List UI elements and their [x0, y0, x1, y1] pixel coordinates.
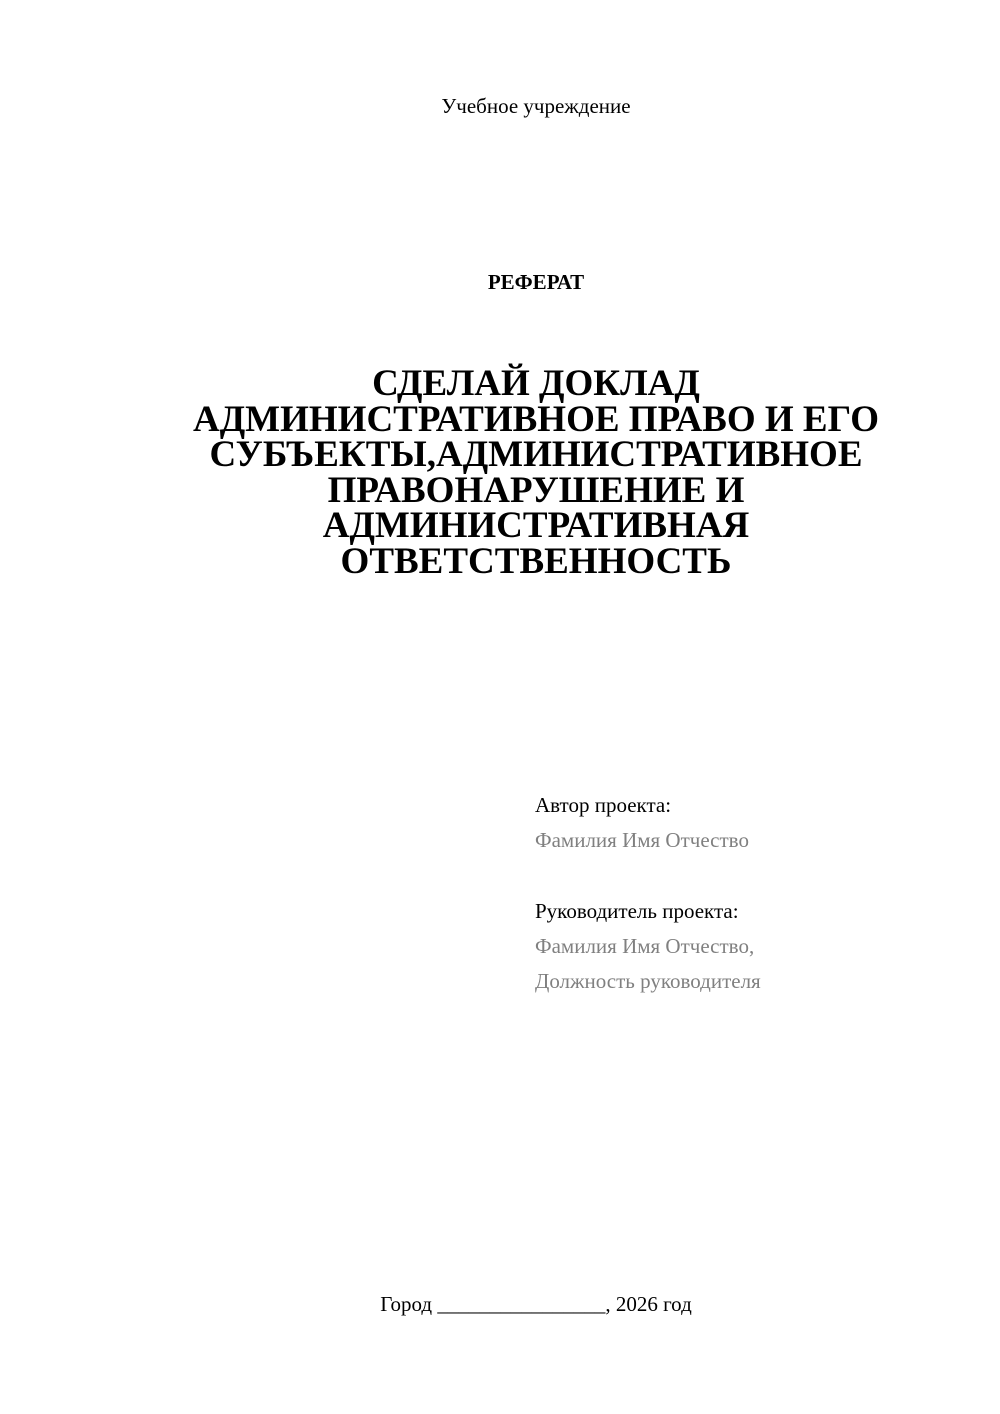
supervisor-position: Должность руководителя	[535, 969, 761, 993]
title-line: ОТВЕТСТВЕННОСТЬ	[340, 540, 732, 582]
document-type: РЕФЕРАТ	[487, 270, 585, 294]
title-line: СУБЪЕКТЫ,АДМИНИСТРАТИВНОЕ	[209, 434, 863, 475]
city-year-line: Город ________________, 2026 год	[380, 1292, 692, 1316]
document-title	[150, 363, 922, 582]
title-line: АДМИНИСТРАТИВНОЕ ПРАВО И ЕГО	[193, 398, 879, 440]
institution-name: Учебное учреждение	[441, 94, 631, 118]
title-line: ПРАВОНАРУШЕНИЕ И	[327, 469, 745, 511]
title-line: АДМИНИСТРАТИВНАЯ	[322, 505, 750, 546]
credits-spacer	[535, 858, 975, 894]
credits-block	[535, 788, 975, 999]
author-label: Автор проекта:	[535, 793, 672, 817]
author-name: Фамилия Имя Отчество	[535, 828, 749, 852]
supervisor-name: Фамилия Имя Отчество,	[535, 934, 755, 958]
supervisor-label: Руководитель проекта:	[535, 899, 739, 923]
title-line: СДЕЛАЙ ДОКЛАД	[372, 363, 700, 404]
